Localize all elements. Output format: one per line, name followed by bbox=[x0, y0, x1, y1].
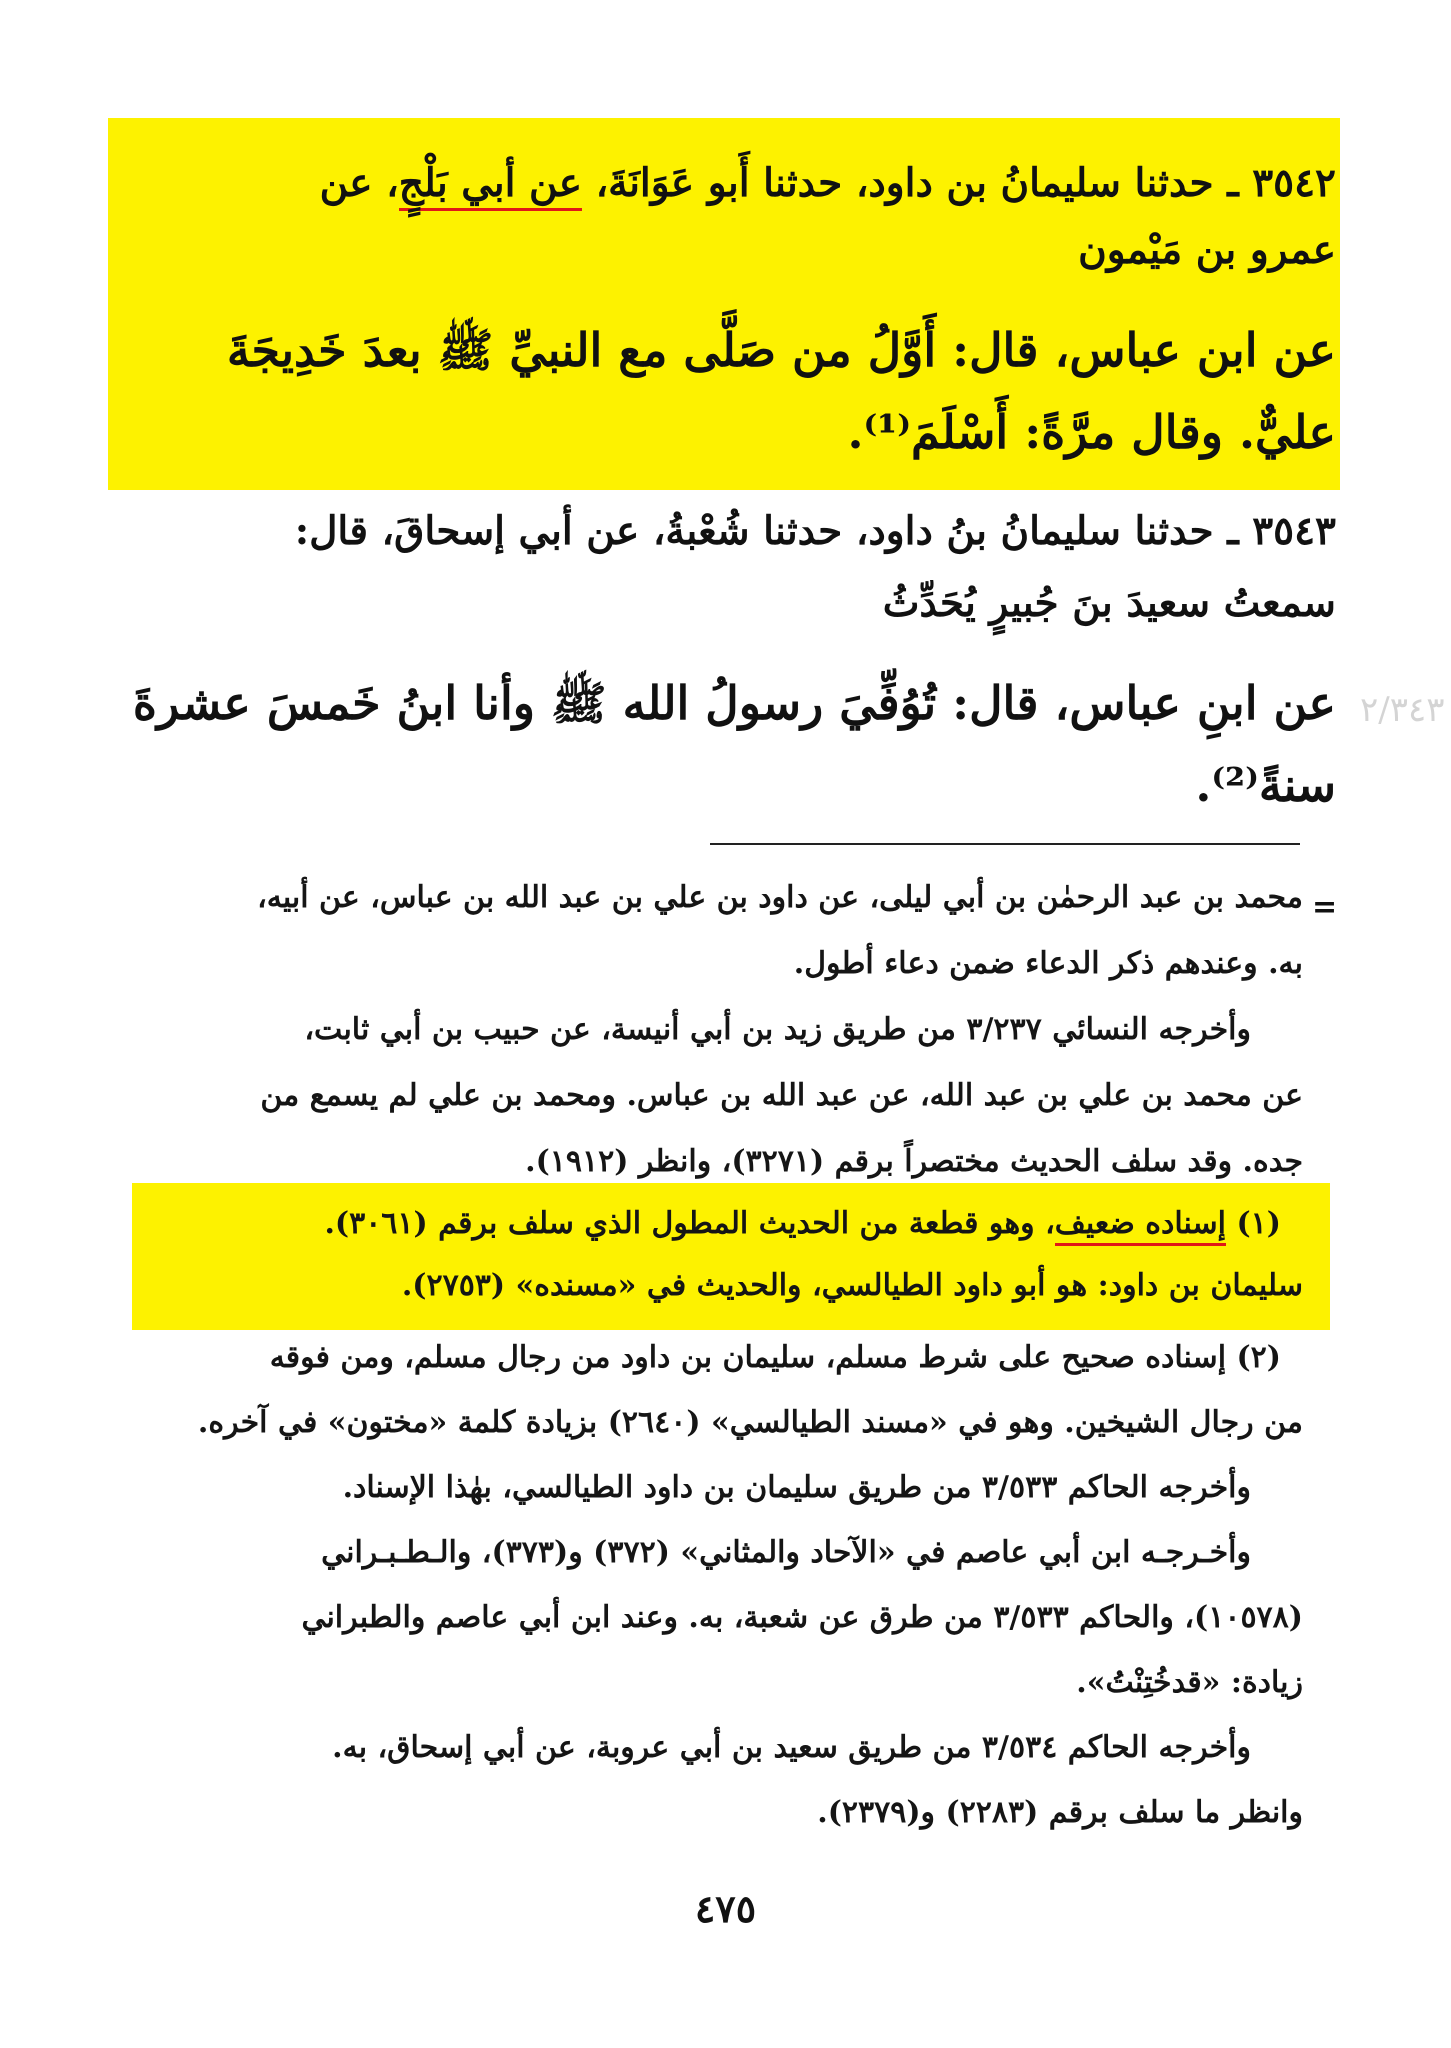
hadith-3543-matn-line-2: سنةً⁽²⁾. bbox=[1195, 758, 1336, 812]
isnad-text: ، عن bbox=[319, 160, 399, 206]
hadith-3542-isnad-line-2: عمرو بن مَيْمون bbox=[1078, 227, 1336, 273]
hadith-3542-isnad-line-1 bbox=[96, 160, 1336, 206]
underlined-narrator: عن أبي بَلْجٍ bbox=[399, 160, 582, 211]
hadith-3542-matn-line-1: عن ابن عباس، قال: أَوَّلُ من صَلَّى مع النبيِّ ﷺ بعدَ خَدِيجَةَ bbox=[226, 323, 1336, 377]
bleed-through-mark: ٢/٣٤٣ bbox=[1360, 690, 1445, 730]
hadith-3542-matn-line-2: عليٌّ. وقال مرَّةً: أَسْلَمَ⁽¹⁾. bbox=[847, 405, 1336, 459]
footnote-prev-line-4: عن محمد بن علي بن عبد الله، عن عبد الله بن عباس. ومحمد بن علي لم يسمع من bbox=[260, 1078, 1303, 1113]
page-number: ٤٧٥ bbox=[694, 1886, 757, 1931]
footnote-1-text: ، وهو قطعة من الحديث المطول الذي سلف برقم (٣٠٦١). bbox=[324, 1206, 1055, 1241]
hadith-3543-isnad-line-1: ٣٥٤٣ ـ حدثنا سليمانُ بنُ داود، حدثنا شُعْبةُ، عن أبي إسحاقَ، قال: bbox=[294, 508, 1336, 554]
footnote-2-line-2: من رجال الشيخين. وهو في «مسند الطيالسي» (٢٦٤٠) بزيادة كلمة «مختون» في آخره. bbox=[197, 1405, 1303, 1440]
hadith-3543-matn-line-1: عن ابنِ عباس، قال: تُوُفِّيَ رسولُ الله ﷺ وأنا ابنُ خَمسَ عشرةَ bbox=[132, 676, 1336, 730]
footnote-2-line-6: زيادة: «قدخُتِنْتُ». bbox=[1076, 1665, 1303, 1700]
underlined-grading: إسناده ضعيف bbox=[1055, 1206, 1226, 1246]
footnote-prev-line-2: به. وعندهم ذكر الدعاء ضمن دعاء أطول. bbox=[793, 946, 1303, 981]
hadith-3543-isnad-line-2: سمعتُ سعيدَ بنَ جُبيرٍ يُحَدِّثُ bbox=[882, 580, 1336, 626]
footnote-1-number: (١) bbox=[1226, 1206, 1281, 1241]
continuation-mark: = bbox=[1312, 890, 1338, 925]
isnad-text: ٣٥٤٢ ـ حدثنا سليمانُ بن داود، حدثنا أَبو عَوَانَةَ، bbox=[582, 160, 1336, 206]
footnote-2-line-4: وأخـرجـه ابن أبي عاصم في «الآحاد والمثاني» (٣٧٢) و(٣٧٣)، والـطـبـراني bbox=[321, 1535, 1251, 1570]
footnote-separator bbox=[710, 843, 1300, 845]
footnote-1-line-1 bbox=[51, 1206, 1281, 1241]
footnote-2-line-7: وأخرجه الحاكم ٣/٥٣٤ من طريق سعيد بن أبي عروبة، عن أبي إسحاق، به. bbox=[332, 1730, 1251, 1765]
footnote-2-line-8: وانظر ما سلف برقم (٢٢٨٣) و(٢٣٧٩). bbox=[817, 1795, 1303, 1830]
footnote-2-line-5: (١٠٥٧٨)، والحاكم ٣/٥٣٣ من طرق عن شعبة، به. وعند ابن أبي عاصم والطبراني bbox=[301, 1600, 1303, 1635]
footnote-prev-line-3: وأخرجه النسائي ٣/٢٣٧ من طريق زيد بن أبي أنيسة، عن حبيب بن أبي ثابت، bbox=[304, 1012, 1251, 1047]
footnote-2-line-3: وأخرجه الحاكم ٣/٥٣٣ من طريق سليمان بن داود الطيالسي، بهٰذا الإسناد. bbox=[342, 1470, 1251, 1505]
footnote-2-line-1: (٢) إسناده صحيح على شرط مسلم، سليمان بن داود من رجال مسلم، ومن فوقه bbox=[269, 1340, 1281, 1375]
footnote-prev-line-1: محمد بن عبد الرحمٰن بن أبي ليلى، عن داود بن علي بن عبد الله بن عباس، عن أبيه، bbox=[257, 880, 1303, 915]
footnote-1-line-2: سليمان بن داود: هو أبو داود الطيالسي، والحديث في «مسنده» (٢٧٥٣). bbox=[401, 1268, 1303, 1303]
footnote-prev-line-5: جده. وقد سلف الحديث مختصراً برقم (٣٢٧١)، وانظر (١٩١٢). bbox=[525, 1144, 1303, 1179]
